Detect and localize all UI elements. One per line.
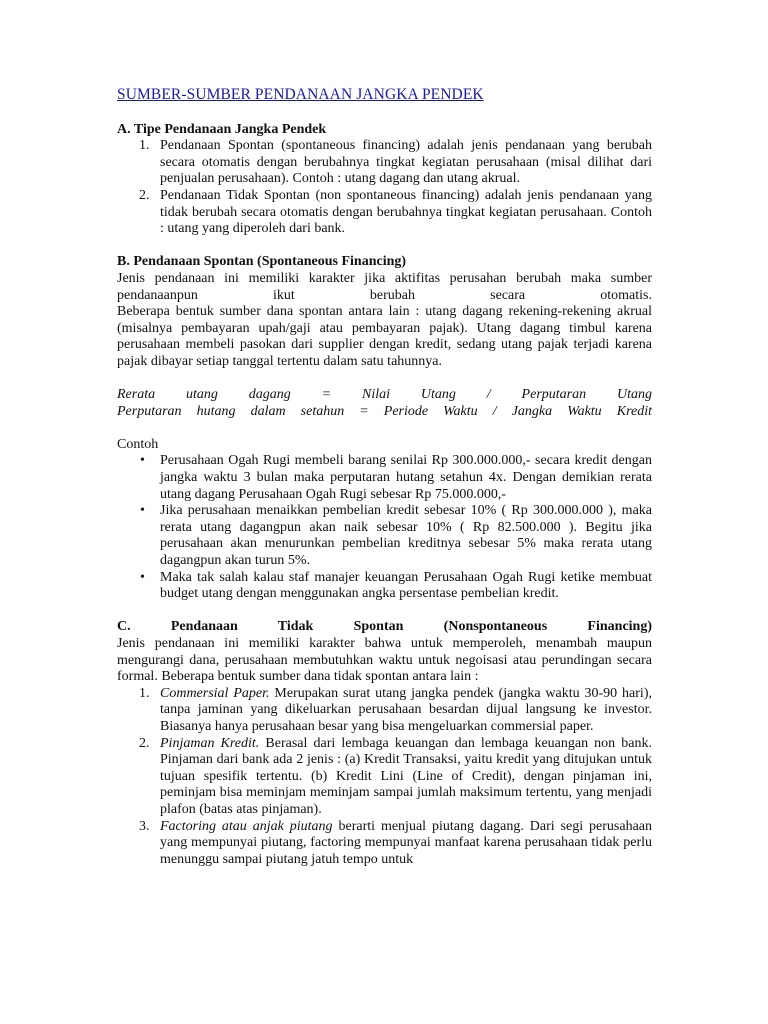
list-number: 1. — [139, 138, 150, 154]
list-item-text: berarti menjual piutang dagang. Dari segi perusahaan yang mempunyai piutang, factoring mempunyai manfaat karena perusahaan tidak perlu menunggu sampai piutang jatuh tempo untuk — [160, 818, 653, 867]
list-number: 2. — [139, 735, 150, 751]
list-item-term: Commersial Paper. — [160, 685, 270, 701]
bullet-item — [117, 503, 652, 569]
formula-rerata-utang: Rerata utang dagang = Nilai Utang / Perputaran Utang — [117, 387, 652, 403]
section-c-heading: C. Pendanaan Tidak Spontan (Nonspontaneous Financing) — [117, 619, 652, 635]
list-item — [117, 138, 652, 188]
section-b-para-line1: Jenis pendanaan ini memiliki karakter jika aktifitas perusahan berubah maka sumber — [117, 270, 652, 286]
bullet-text: Jika perusahaan menaikkan pembelian kredit sebesar 10% ( Rp 300.000.000 ), maka rerata utang dagangpun akan naik sebesar 10% ( Rp 82.500.000 ). Begitu jika perusahaan akan menurunkan pembelian kreditnya sebesar 5% maka rerata utang dagangpun akan turun 5%. — [160, 503, 652, 569]
bullet-text: Maka tak salah kalau staf manajer keuangan Perusahaan Ogah Rugi ketike membuat budget utang dengan menggunakan angka persentase pembelian kredit. — [160, 569, 652, 602]
section-c-paragraph: Jenis pendanaan ini memiliki karakter bahwa untuk memperoleh, menambah maupun mengurangi dana, perusahaan membutuhkan waktu untuk negoisasi atau perundingan secara formal. Beberapa bentuk sumber dana tidak spontan antara lain : — [117, 636, 652, 685]
section-b-para-line2: pendanaanpun ikut berubah secara otomatis. — [117, 287, 652, 303]
list-item-text: Merupakan surat utang jangka pendek (jangka waktu 30-90 hari), tanpa jaminan yang dikeluarkan perusahaan besardan dijual langsung ke investor. Biasanya hanya perusahaan besar yang bisa mengeluarkan commersial paper. — [160, 685, 652, 734]
list-item-text: Berasal dari lembaga keuangan dan lembaga keuangan non bank. Pinjaman dari bank ada 2 jenis : (a) Kredit Transaksi, yaitu kredit yang ditujukan untuk tujuan spesifik tertentu. (b) Kredit Lini (Line of Credit), dengan pinjaman ini, peminjam bisa meminjam meminjam sampai jumlah maksimum tertentu, yang menjadi plafon (batas atas pinjaman). — [160, 735, 652, 817]
list-number: 2. — [139, 187, 150, 203]
contoh-label: Contoh — [117, 436, 159, 452]
section-a-list — [117, 138, 652, 238]
section-a-heading: A. Tipe Pendanaan Jangka Pendek — [117, 121, 327, 137]
bullet-icon: • — [140, 453, 145, 469]
section-b-paragraph: Beberapa bentuk sumber dana spontan antara lain : utang dagang rekening-rekening akrual (misalnya pembayaran upah/gaji atau pembayaran pajak). Utang dagang timbul karena perusahaan membeli pasokan dari supplier dengan kredit, sedang utang pajak terjadi karena pajak dibayar setiap tanggal tertentu dalam satu tahunnya. — [117, 304, 652, 369]
bullet-icon: • — [140, 569, 145, 585]
formula-perputaran-hutang: Perputaran hutang dalam setahun = Periode Waktu / Jangka Waktu Kredit — [117, 403, 652, 419]
list-number: 1. — [139, 685, 150, 701]
list-item — [117, 188, 652, 238]
document-title: SUMBER-SUMBER PENDANAAN JANGKA PENDEK — [117, 86, 484, 103]
list-number: 3. — [139, 818, 150, 834]
bullet-item — [117, 453, 652, 503]
contoh-bullet-list — [117, 453, 652, 602]
list-item-term: Factoring atau anjak piutang — [160, 818, 333, 834]
list-item — [117, 819, 652, 869]
list-item — [117, 686, 652, 736]
section-b-heading: B. Pendanaan Spontan (Spontaneous Financing) — [117, 254, 407, 270]
list-item-text: Pendanaan Tidak Spontan (non spontaneous financing) adalah jenis pendanaan yang tidak berubah secara otomatis dengan berubahnya tingkat kegiatan perusahaan. Contoh : utang yang diperoleh dari bank. — [160, 187, 652, 237]
bullet-item — [117, 570, 652, 603]
bullet-icon: • — [140, 503, 145, 519]
list-item-term: Pinjaman Kredit. — [160, 735, 260, 751]
list-item-text: Pendanaan Spontan (spontaneous financing) adalah jenis pendanaan yang berubah secara otomatis dengan berubahnya tingkat kegiatan perusahaan (misal dilihat dari penjualan perusahaan). Contoh : utang dagang dan utang akrual. — [160, 138, 652, 187]
list-item — [117, 736, 652, 819]
section-c-list — [117, 686, 652, 869]
bullet-text: Perusahaan Ogah Rugi membeli barang senilai Rp 300.000.000,- secara kredit dengan jangka waktu 3 bulan maka perputaran hutang setahun 4x. Dengan demikian rerata utang dagang Perusahaan Ogah Rugi sebesar Rp 75.000.000,- — [160, 453, 652, 502]
